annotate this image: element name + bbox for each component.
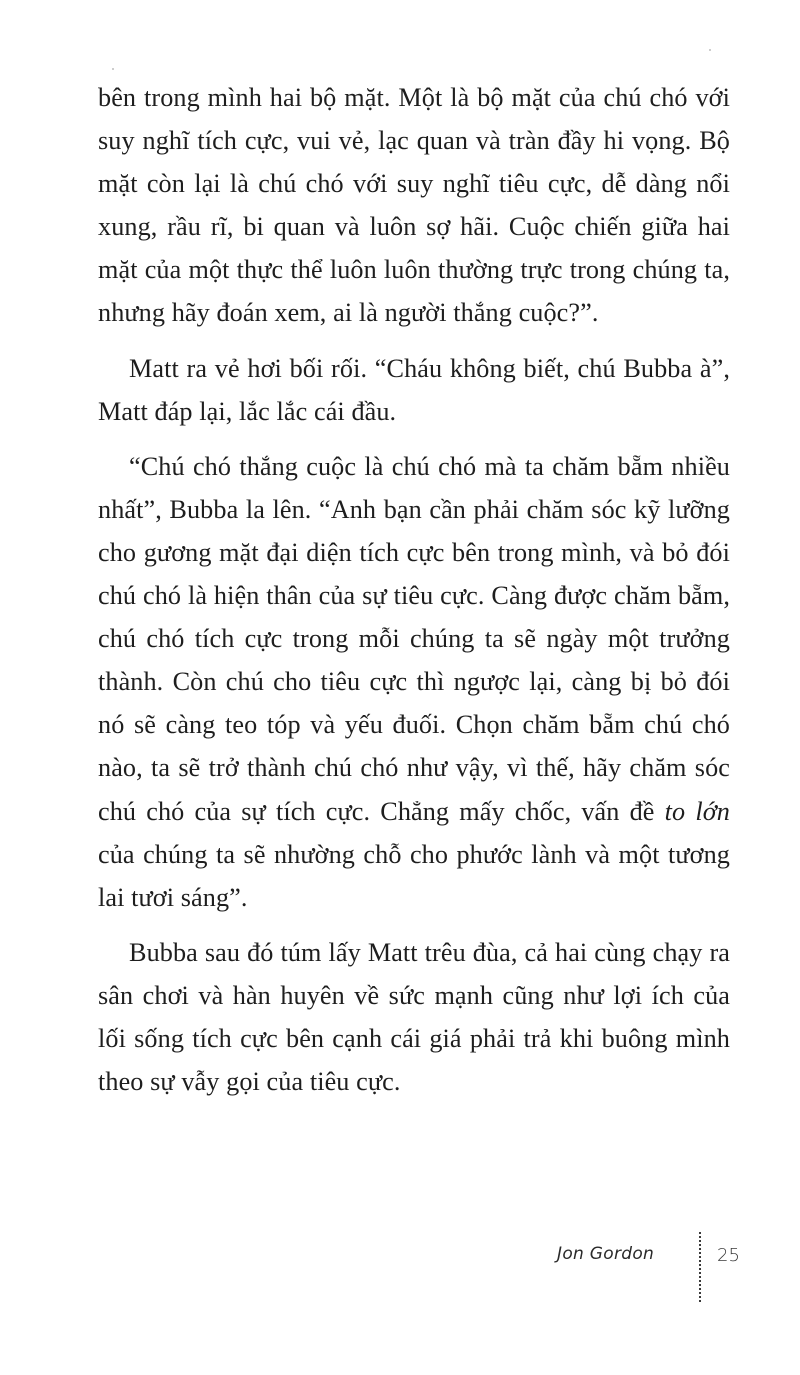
paragraph-3 [98, 445, 730, 919]
scan-speck [709, 49, 711, 51]
paragraph-1: bên trong mình hai bộ mặt. Một là bộ mặt của chú chó với suy nghĩ tích cực, vui vẻ, lạc quan và tràn đầy hi vọng. Bộ mặt còn lại là chú chó với suy nghĩ tiêu cực, dễ dàng nổi xung, rầu rĩ, bi quan và luôn sợ hãi. Cuộc chiến giữa hai mặt của một thực thể luôn luôn thường trực trong chúng ta, nhưng hãy đoán xem, ai là người thắng cuộc?”. [98, 83, 730, 328]
body-text [98, 76, 730, 1115]
scan-speck [112, 68, 114, 70]
dotted-divider [699, 1232, 701, 1302]
paragraph-3-text-after: của chúng ta sẽ nhường chỗ cho phước lành và một tương lai tươi sáng”. [98, 839, 730, 912]
page-number: 25 [717, 1245, 740, 1266]
running-footer-author: Jon Gordon [557, 1244, 655, 1264]
paragraph-4: Bubba sau đó túm lấy Matt trêu đùa, cả hai cùng chạy ra sân chơi và hàn huyên về sức mạnh cũng như lợi ích của lối sống tích cực bên cạnh cái giá phải trả khi buông mình theo sự vẫy gọi của tiêu cực. [98, 937, 730, 1097]
paragraph-2: Matt ra vẻ hơi bối rối. “Cháu không biết, chú Bubba à”, Matt đáp lại, lắc lắc cái đầu. [98, 353, 730, 426]
paragraph-3-text-before: “Chú chó thắng cuộc là chú chó mà ta chăm bẵm nhiều nhất”, Bubba la lên. “Anh bạn cần phải chăm sóc kỹ lưỡng cho gương mặt đại diện tích cực bên trong mình, và bỏ đói chú chó là hiện thân của sự tiêu cực. Càng được chăm bẵm, chú chó tích cực trong mỗi chúng ta sẽ ngày một trưởng thành. Còn chú cho tiêu cực thì ngược lại, càng bị bỏ đói nó sẽ càng teo tóp và yếu đuối. Chọn chăm bẵm chú chó nào, ta sẽ trở thành chú chó như vậy, vì thế, hãy chăm sóc chú chó của sự tích cực. Chẳng mấy chốc, vấn đề [98, 451, 730, 826]
italic-emphasis: to lớn [664, 796, 730, 826]
